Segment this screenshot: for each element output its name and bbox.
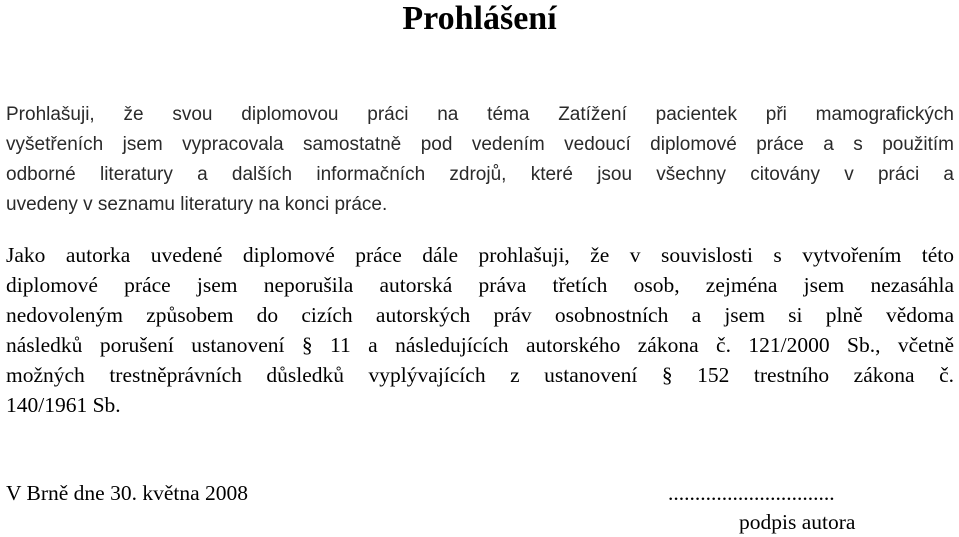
paragraph-line: následků porušení ustanovení § 11 a následujících autorského zákona č. 121/2000 Sb., včetně <box>6 333 954 357</box>
signature-line: ............................... <box>668 481 835 505</box>
paragraph-line: vyšetřeních jsem vypracovala samostatně pod vedením vedoucí diplomové práce a s použitím <box>6 134 954 155</box>
paragraph-line: 140/1961 Sb. <box>6 393 121 417</box>
paragraph-line: odborné literatury a dalších informačních zdrojů, které jsou všechny citovány v práci a <box>6 164 954 185</box>
declaration-paragraph-authorship <box>6 100 954 220</box>
place-and-date: V Brně dne 30. května 2008 <box>6 481 249 505</box>
paragraph-line: možných trestněprávních důsledků vyplývajících z ustanovení § 152 trestního zákona č. <box>6 363 954 387</box>
paragraph-line: uvedeny v seznamu literatury na konci práce. <box>6 194 388 215</box>
declaration-paragraph-copyright <box>6 240 954 420</box>
paragraph-line: diplomové práce jsem neporušila autorská práva třetích osob, zejména jsem nezasáhla <box>6 273 954 297</box>
signature-label: podpis autora <box>739 510 856 534</box>
page-title: Prohlášení <box>402 0 557 37</box>
paragraph-line: nedovoleným způsobem do cizích autorských práv osobnostních a jsem si plně vědoma <box>6 303 954 327</box>
paragraph-line: Prohlašuji, že svou diplomovou práci na téma Zatížení pacientek při mamografických <box>6 104 954 125</box>
paragraph-line: Jako autorka uvedené diplomové práce dále prohlašuji, že v souvislosti s vytvořením této <box>6 243 954 267</box>
